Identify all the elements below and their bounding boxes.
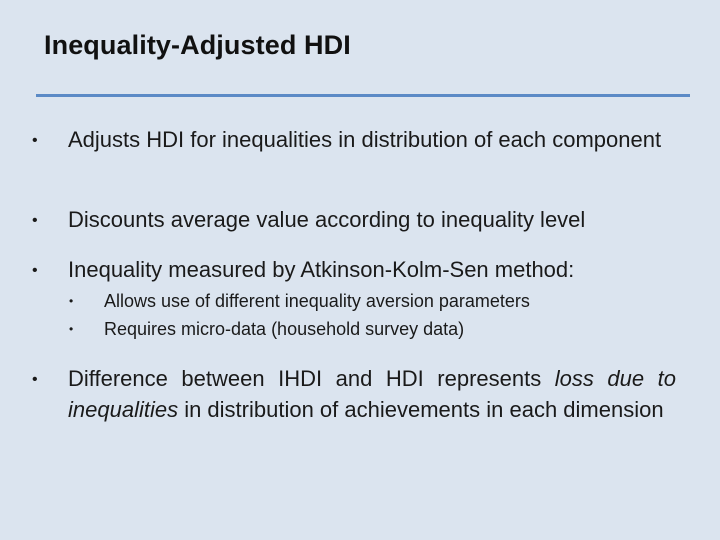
sub-bullet-mark: • <box>69 294 74 308</box>
bullet-mark: • <box>32 132 38 149</box>
sub-bullet-text: Requires micro-data (household survey data) <box>104 319 465 339</box>
bullet-mark: • <box>32 262 38 279</box>
bullet-text-emphasis: loss due to inequalities <box>68 366 676 422</box>
sub-bullet-mark: • <box>69 322 74 336</box>
bullet-text-post: in distribution of achievements in each dimension <box>178 397 664 422</box>
bullet-text: Discounts average value according to inequality level <box>68 207 586 232</box>
slide-title: Inequality-Adjusted HDI <box>44 30 351 60</box>
sub-bullet-text: Allows use of different inequality aversion parameters <box>104 291 530 311</box>
bullet-text: Adjusts HDI for inequalities in distribution of each component <box>68 127 662 152</box>
bullet-text <box>68 363 676 425</box>
bullet-mark: • <box>32 212 38 229</box>
bullet-mark: • <box>32 371 38 388</box>
bullet-text-pre: Difference between IHDI and HDI represents <box>68 366 555 391</box>
title-divider <box>36 94 690 97</box>
bullet-text: Inequality measured by Atkinson-Kolm-Sen method: <box>68 257 575 282</box>
